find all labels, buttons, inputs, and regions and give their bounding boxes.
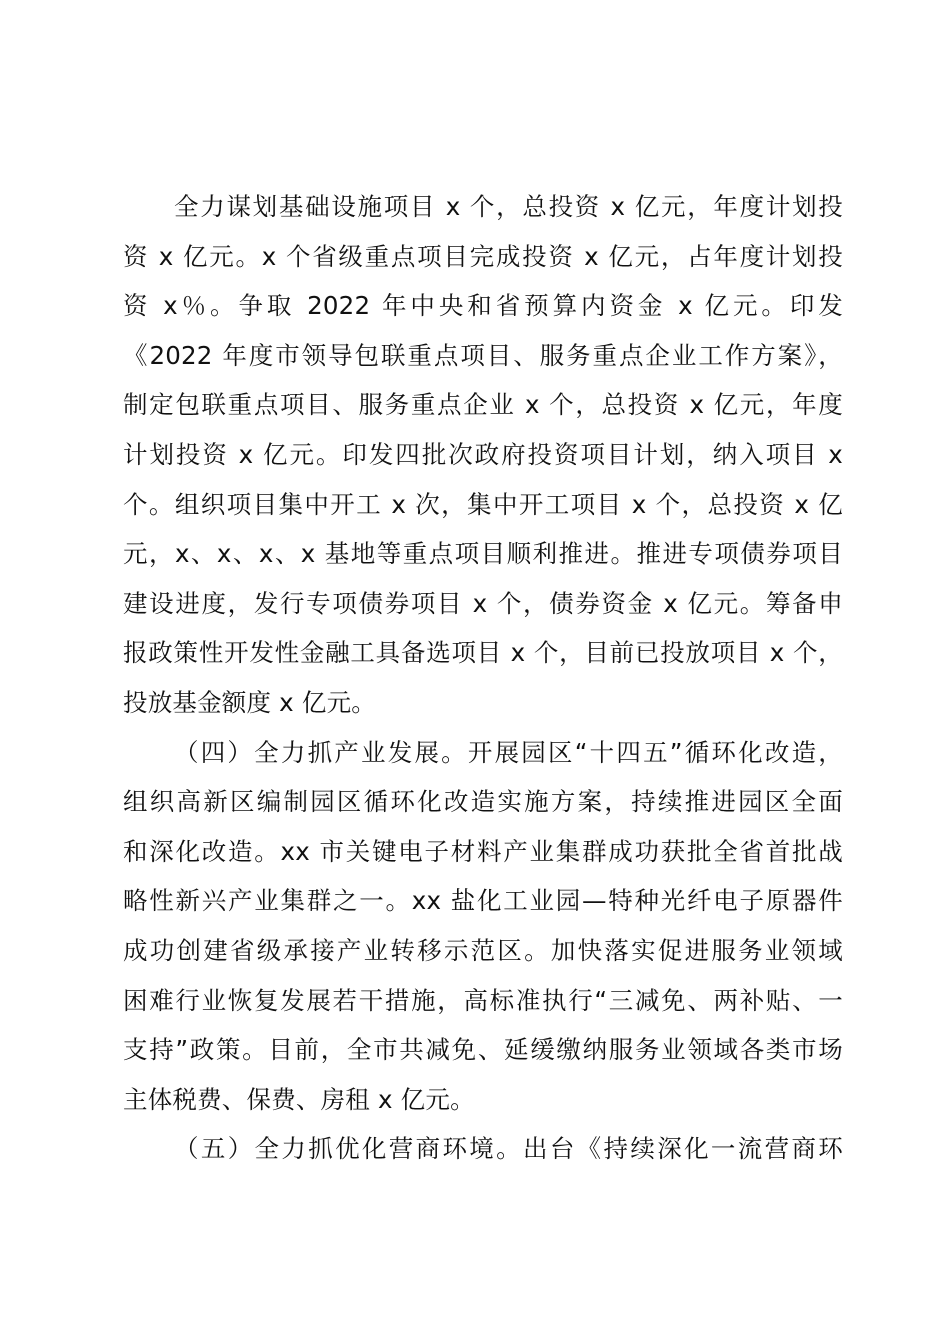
document-body [123, 182, 843, 1174]
text-line: 个。组织项目集中开工 x 次，集中开工项目 x 个，总投资 x 亿 [123, 489, 843, 519]
text-line: 成功创建省级承接产业转移示范区。加快落实促进服务业领域 [123, 935, 843, 965]
text-line: （五）全力抓优化营商环境。出台《持续深化一流营商环 [174, 1134, 843, 1164]
text-line: 资 x 亿元。x 个省级重点项目完成投资 x 亿元，占年度计划投 [123, 241, 843, 271]
text-line: 资 x％。争取 2022 年中央和省预算内资金 x 亿元。印发 [123, 291, 843, 321]
paragraph-infrastructure-projects [123, 182, 843, 728]
text-line: （四）全力抓产业发展。开展园区“十四五”循环化改造， [174, 737, 843, 767]
text-line: 元，x、x、x、x 基地等重点项目顺利推进。推进专项债券项目 [123, 539, 843, 569]
text-line: 组织高新区编制园区循环化改造实施方案，持续推进园区全面 [123, 787, 843, 817]
text-line: 支持”政策。目前，全市共减免、延缓缴纳服务业领域各类市场 [123, 1035, 843, 1065]
text-line: 计划投资 x 亿元。印发四批次政府投资项目计划，纳入项目 x [123, 439, 843, 469]
text-line: 制定包联重点项目、服务重点企业 x 个，总投资 x 亿元，年度 [123, 390, 843, 420]
text-line: 全力谋划基础设施项目 x 个，总投资 x 亿元，年度计划投 [174, 192, 843, 221]
paragraph-industry-development [123, 728, 843, 1125]
text-line: 和深化改造。xx 市关键电子材料产业集群成功获批全省首批战 [123, 836, 843, 866]
text-line: 报政策性开发性金融工具备选项目 x 个，目前已投放项目 x 个， [123, 638, 843, 668]
text-line: 《2022 年度市领导包联重点项目、服务重点企业工作方案》， [123, 340, 843, 370]
text-line: 主体税费、保费、房租 x 亿元。 [123, 1084, 475, 1114]
text-line: 略性新兴产业集群之一。xx 盐化工业园—特种光纤电子原器件 [123, 886, 843, 916]
paragraph-business-environment [123, 1124, 843, 1174]
text-line: 建设进度，发行专项债券项目 x 个，债券资金 x 亿元。筹备申 [123, 588, 843, 618]
text-line: 投放基金额度 x 亿元。 [123, 687, 376, 717]
text-line: 困难行业恢复发展若干措施，高标准执行“三减免、两补贴、一 [123, 985, 843, 1015]
